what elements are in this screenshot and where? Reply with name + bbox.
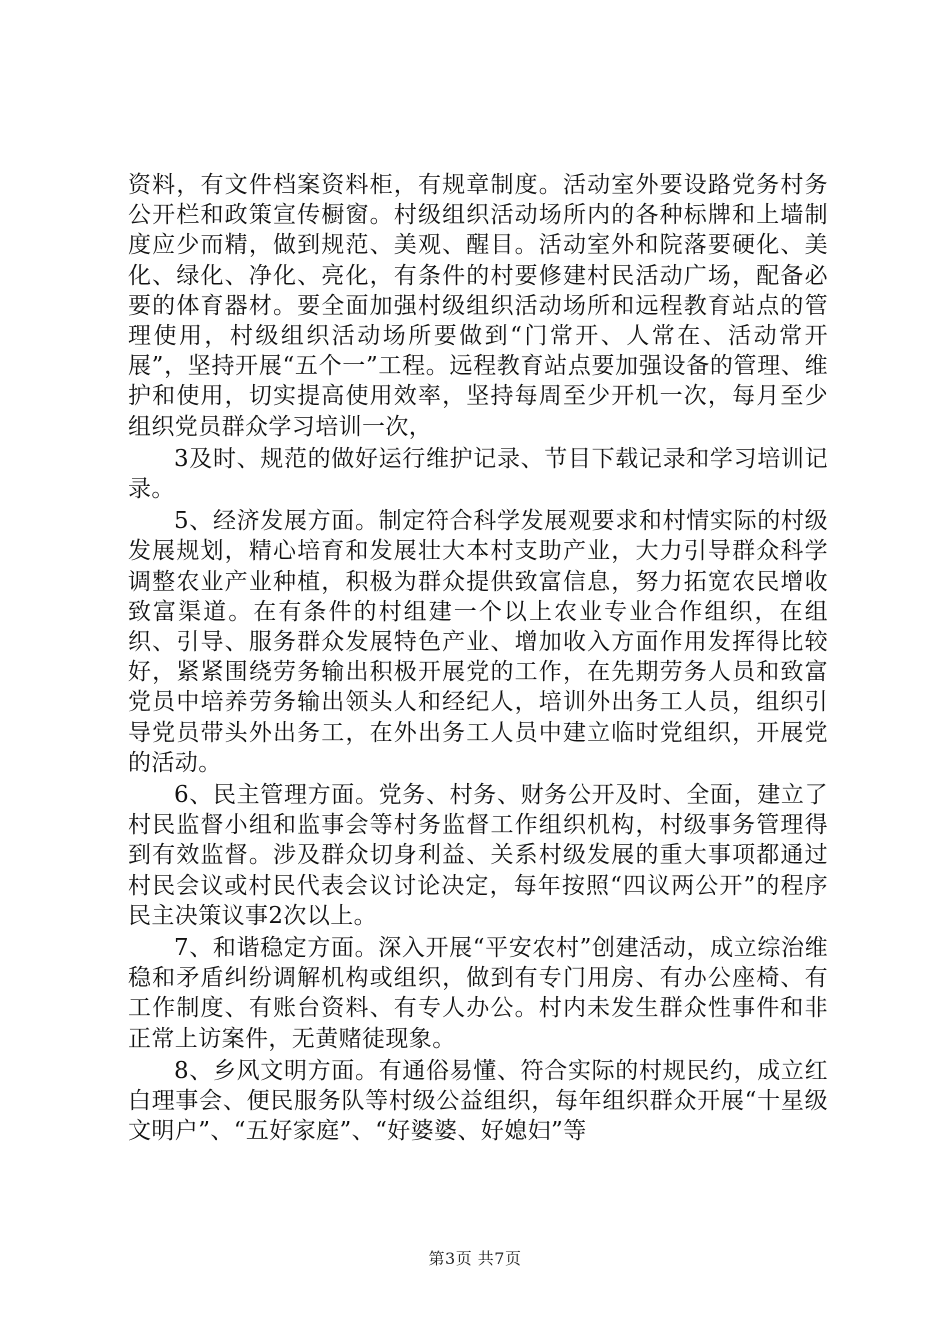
paragraph-democratic-management: 6、民主管理方面。党务、村务、财务公开及时、全面，建立了村民监督小组和监事会等村务监督工作组织机构，村级事务管理得到有效监督。涉及群众切身利益、关系村级发展的重大事项都通过村民会议或村民代表会议讨论决定，每年按照“四议两公开”的程序民主决策议事2次以上。 xyxy=(128,782,828,929)
paragraph-rural-civilization: 8、乡风文明方面。有通俗易懂、符合实际的村规民约，成立红白理事会、便民服务队等村级公益组织，每年组织群众开展“十星级文明户”、“五好家庭”、“好婆婆、好媳妇”等 xyxy=(128,1057,828,1145)
document-body xyxy=(128,170,828,1149)
paragraph-economic-development: 5、经济发展方面。制定符合科学发展观要求和村情实际的村级发展规划，精心培育和发展壮大本村支助产业，大力引导群众科学调整农业产业种植，积极为群众提供致富信息，努力拓宽农民增收致富渠道。在有条件的村组建一个以上农业专业合作组织，在组织、引导、服务群众发展特色产业、增加收入方面作用发挥得比较好，紧紧围绕劳务输出积极开展党的工作，在先期劳务人员和致富党员中培养劳务输出领头人和经纪人，培训外出务工人员，组织引导党员带头外出务工，在外出务工人员中建立临时党组织，开展党的活动。 xyxy=(128,508,828,776)
paragraph-harmony-stability: 7、和谐稳定方面。深入开展“平安农村”创建活动，成立综治维稳和矛盾纠纷调解机构或组织，做到有专门用房、有办公座椅、有工作制度、有账台资料、有专人办公。村内未发生群众性事件和非正常上访案件，无黄赌徒现象。 xyxy=(128,935,828,1052)
paragraph-maintenance-records: 3及时、规范的做好运行维护记录、节目下载记录和学习培训记录。 xyxy=(128,445,828,503)
paragraph-activity-venue: 资料，有文件档案资料柜，有规章制度。活动室外要设路党务村务公开栏和政策宣传橱窗。村级组织活动场所内的各种标牌和上墙制度应少而精，做到规范、美观、醒目。活动室外和院落要硬化、美化、绿化、净化、亮化，有条件的村要修建村民活动广场，配备必要的体育器材。要全面加强村级组织活动场所和远程教育站点的管理使用，村级组织活动场所要做到“门常开、人常在、活动常开展”，坚持开展“五个一”工程。远程教育站点要加强设备的管理、维护和使用，切实提高使用效率，坚持每周至少开机一次，每月至少组织党员群众学习培训一次， xyxy=(128,172,828,440)
page-number-footer: 第3页 共7页 xyxy=(428,1249,522,1268)
